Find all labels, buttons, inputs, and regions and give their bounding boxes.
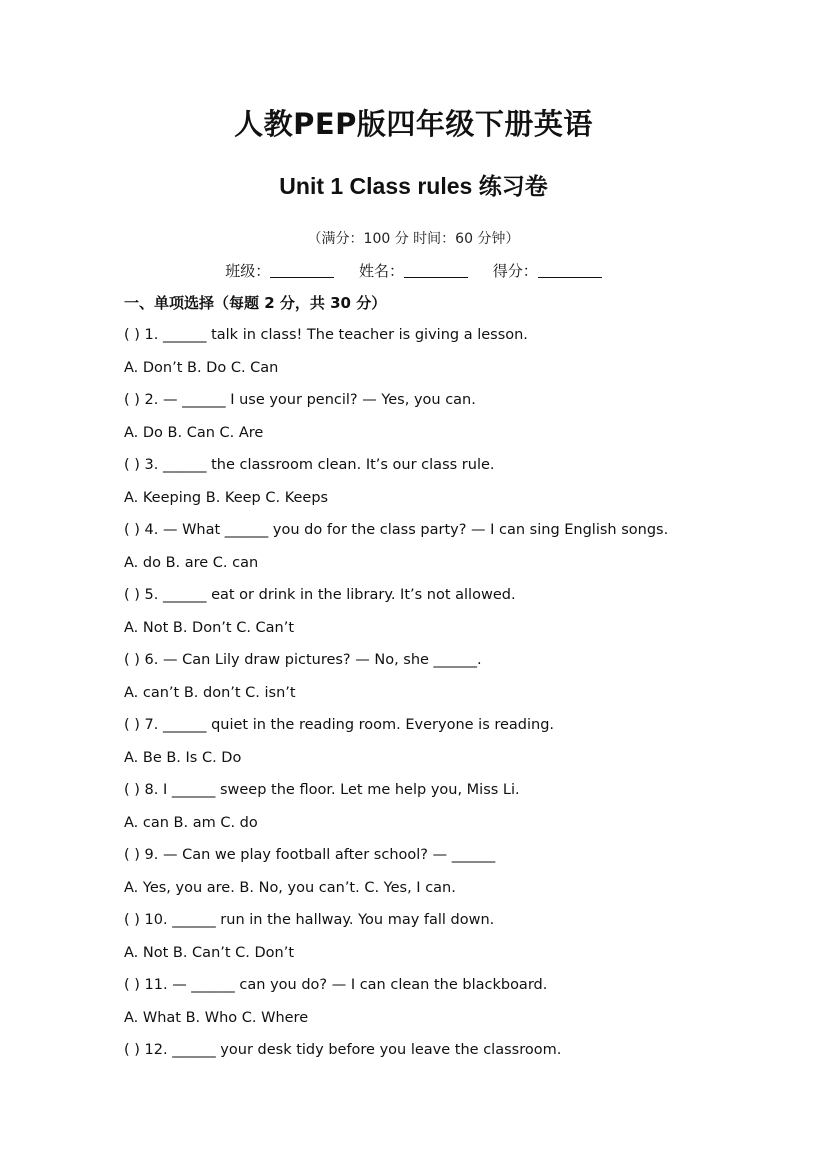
question-8: ( ) 8. I ______ sweep the floor. Let me help you, Miss Li. [124,782,520,798]
options-3: A. Keeping B. Keep C. Keeps [124,490,329,506]
class-blank [270,263,334,278]
question-4: ( ) 4. — What ______ you do for the class party? — I can sing English songs. [124,522,669,538]
options-5: A. Not B. Don’t C. Can’t [124,620,295,636]
question-6: ( ) 6. — Can Lily draw pictures? — No, she ______. [124,652,482,668]
options-1: A. Don’t B. Do C. Can [124,360,279,376]
options-11: A. What B. Who C. Where [124,1010,309,1026]
options-7: A. Be B. Is C. Do [124,750,242,766]
question-12: ( ) 12. ______ your desk tidy before you leave the classroom. [124,1042,562,1058]
question-9: ( ) 9. — Can we play football after school? — ______ [124,847,496,863]
name-field: 姓名： [359,262,468,280]
options-6: A. can’t B. don’t C. isn’t [124,685,296,701]
options-8: A. can B. am C. do [124,815,258,831]
section-heading: 一、单项选择（每题 2 分，共 30 分） [124,294,387,312]
options-4: A. do B. are C. can [124,555,259,571]
page-title: 人教PEP版四年级下册英语 [234,107,593,141]
page-subtitle: Unit 1 Class rules 练习卷 [279,173,548,199]
score-field: 得分： [493,262,602,280]
score-blank [538,263,602,278]
question-2: ( ) 2. — ______ I use your pencil? — Yes, you can. [124,392,476,408]
question-10: ( ) 10. ______ run in the hallway. You may fall down. [124,912,495,928]
options-9: A. Yes, you are. B. No, you can’t. C. Yes, I can. [124,880,456,896]
class-field: 班级： [225,262,334,280]
options-10: A. Not B. Can’t C. Don’t [124,945,295,961]
question-7: ( ) 7. ______ quiet in the reading room. Everyone is reading. [124,717,555,733]
options-2: A. Do B. Can C. Are [124,425,264,441]
student-info-fields [0,260,827,281]
question-5: ( ) 5. ______ eat or drink in the library. It’s not allowed. [124,587,516,603]
name-blank [404,263,468,278]
question-1: ( ) 1. ______ talk in class! The teacher is giving a lesson. [124,327,528,343]
question-11: ( ) 11. — ______ can you do? — I can clean the blackboard. [124,977,548,993]
score-time-info: （满分：100 分 时间：60 分钟） [307,231,520,247]
question-3: ( ) 3. ______ the classroom clean. It’s our class rule. [124,457,495,473]
